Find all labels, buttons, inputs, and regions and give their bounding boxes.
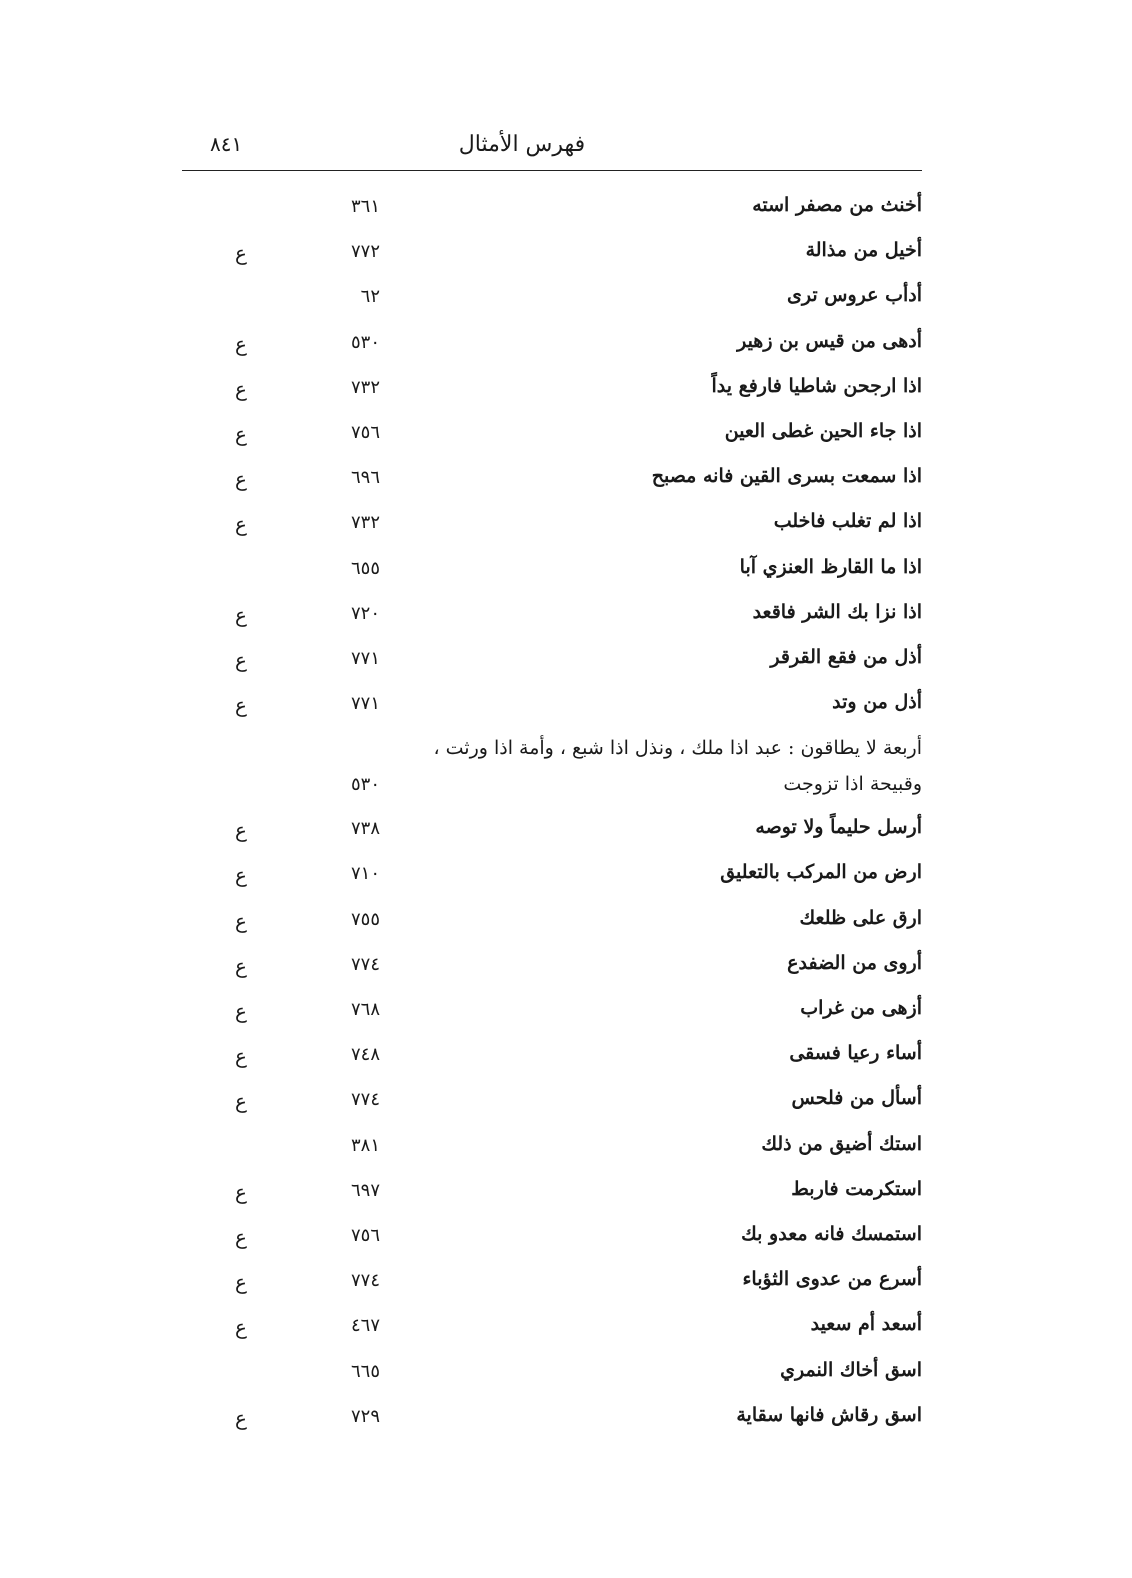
proverb-text: اذا ارجحن شاطيا فارفع يداً (711, 374, 922, 397)
proverb-text: اسق رقاش فانها سقاية (736, 1403, 922, 1426)
index-entry (182, 1217, 922, 1262)
page-reference: ٧٧١ (350, 647, 380, 669)
page-reference: ٣٦١ (350, 196, 380, 217)
proverb-text: أذل من فقع القرقر (770, 645, 922, 668)
proverb-text: اذا سمعت بسرى القين فانه مصبح (651, 465, 922, 488)
source-mark: ع (235, 908, 247, 933)
proverb-text: اسق أخاك النمري (780, 1358, 922, 1381)
source-mark: ع (235, 376, 247, 401)
index-entry (182, 1127, 922, 1172)
index-entry (182, 810, 922, 855)
source-mark: ع (235, 331, 247, 356)
page-reference: ٧٧٤ (350, 1089, 380, 1111)
index-entry (182, 369, 922, 414)
index-entry (182, 991, 922, 1036)
page-number: ٨٤١ (210, 132, 243, 156)
source-mark: ع (235, 1270, 247, 1295)
index-entry (182, 1081, 922, 1126)
source-mark: ع (235, 1179, 247, 1204)
page-reference: ٧٥٥ (350, 908, 380, 930)
proverb-text: أروى من الضفدع (787, 951, 922, 974)
proverb-text: اذا جاء الحين غطى العين (724, 419, 922, 442)
index-entry (182, 1353, 922, 1398)
source-mark: ع (235, 647, 247, 672)
page-reference: ٧١٠ (350, 863, 380, 885)
proverb-text: أذل من وتد (832, 691, 922, 714)
index-entry (182, 504, 922, 549)
page-reference: ٧٥٦ (350, 421, 380, 443)
source-mark: ع (235, 467, 247, 492)
page-reference: ٧٢٠ (350, 602, 380, 624)
source-mark: ع (235, 818, 247, 843)
page-reference: ٧٢٩ (350, 1405, 380, 1427)
index-entry (182, 1172, 922, 1217)
index-entry (182, 459, 922, 504)
page-header (182, 128, 922, 171)
page-reference: ٧٣٢ (350, 376, 380, 398)
page-reference: ٧٣٨ (350, 818, 380, 840)
source-mark: ع (235, 1044, 247, 1069)
proverb-text: أربعة لا يطاقون : عبد اذا ملك ، ونذل اذا شبع ، وأمة اذا ورثت ، وقبيحة اذا تزوجت (433, 737, 922, 796)
index-entry (182, 685, 922, 730)
proverb-text: أساء رعيا فسقى (789, 1042, 922, 1065)
proverb-text: اذا لم تغلب فاخلب (773, 510, 922, 533)
page-reference: ٦٩٧ (350, 1179, 380, 1201)
proverb-text: أسرع من عدوى الثؤباء (742, 1268, 922, 1291)
index-entry (182, 414, 922, 459)
index-entry (182, 278, 922, 323)
page-reference: ٦٥٥ (350, 557, 380, 579)
page-reference: ٦٦٥ (350, 1360, 380, 1382)
proverb-text: استك أضيق من ذلك (761, 1132, 922, 1155)
page-reference: ٥٣٠ (350, 774, 380, 796)
proverb-text: أخيل من مذالة (805, 239, 922, 262)
page-reference: ٧٦٨ (350, 999, 380, 1020)
source-mark: ع (235, 421, 247, 446)
index-entry (182, 1398, 922, 1443)
proverb-text: أدهى من قيس بن زهير (737, 329, 922, 352)
index-entry (182, 1262, 922, 1307)
source-mark: ع (235, 602, 247, 627)
source-mark: ع (235, 1405, 247, 1430)
index-entry (182, 324, 922, 369)
proverb-text: أرسل حليماً ولا توصه (755, 816, 922, 839)
source-mark: ع (235, 241, 247, 266)
index-entry (182, 855, 922, 900)
page-reference: ٧٧١ (350, 693, 380, 715)
page-reference: ٣٨١ (350, 1134, 380, 1156)
index-entry (182, 946, 922, 991)
source-mark: ع (235, 863, 247, 888)
index-entry (182, 233, 922, 278)
index-entry (182, 188, 922, 233)
page-reference: ٥٣٠ (350, 331, 380, 353)
page-reference: ٧٥٦ (350, 1224, 380, 1246)
proverb-text: أسعد أم سعيد (810, 1313, 922, 1336)
proverb-text: ارق على ظلعك (799, 906, 922, 929)
index-entry (182, 901, 922, 946)
page-reference: ٧٣٢ (350, 512, 380, 534)
page-reference: ٦٢ (360, 286, 380, 308)
proverb-text: استكرمت فاربط (791, 1177, 922, 1200)
source-mark: ع (235, 999, 247, 1023)
proverb-text: أخنث من مصفر استه (752, 194, 922, 216)
page-reference: ٦٩٦ (350, 467, 380, 489)
index-entry (182, 595, 922, 640)
proverb-text: أدأب عروس ترى (787, 284, 922, 307)
page-reference: ٤٦٧ (350, 1315, 380, 1337)
index-entry (182, 550, 922, 595)
page-reference: ٧٧٢ (350, 241, 380, 263)
proverb-text: أزهى من غراب (800, 997, 922, 1019)
source-mark: ع (235, 953, 247, 978)
index-entry (182, 640, 922, 685)
page-reference: ٧٤٨ (350, 1044, 380, 1066)
running-title: فهرس الأمثال (458, 132, 586, 157)
index-entry (182, 730, 922, 810)
proverb-text: اذا ما القارظ العنزي آبا (739, 555, 922, 578)
proverb-text: استمسك فانه معدو بك (741, 1222, 922, 1245)
proverb-text: ارض من المركب بالتعليق (720, 861, 922, 884)
page-reference: ٧٧٤ (350, 1270, 380, 1292)
proverb-text: اذا نزا بك الشر فاقعد (752, 600, 922, 623)
index-entry (182, 1307, 922, 1352)
source-mark: ع (235, 1089, 247, 1114)
proverb-text: أسأل من فلحس (791, 1087, 922, 1110)
proverb-index-list (182, 188, 922, 1443)
source-mark: ع (235, 693, 247, 718)
index-entry (182, 1036, 922, 1081)
source-mark: ع (235, 1224, 247, 1249)
source-mark: ع (235, 512, 247, 537)
source-mark: ع (235, 1315, 247, 1340)
page-reference: ٧٧٤ (350, 953, 380, 975)
